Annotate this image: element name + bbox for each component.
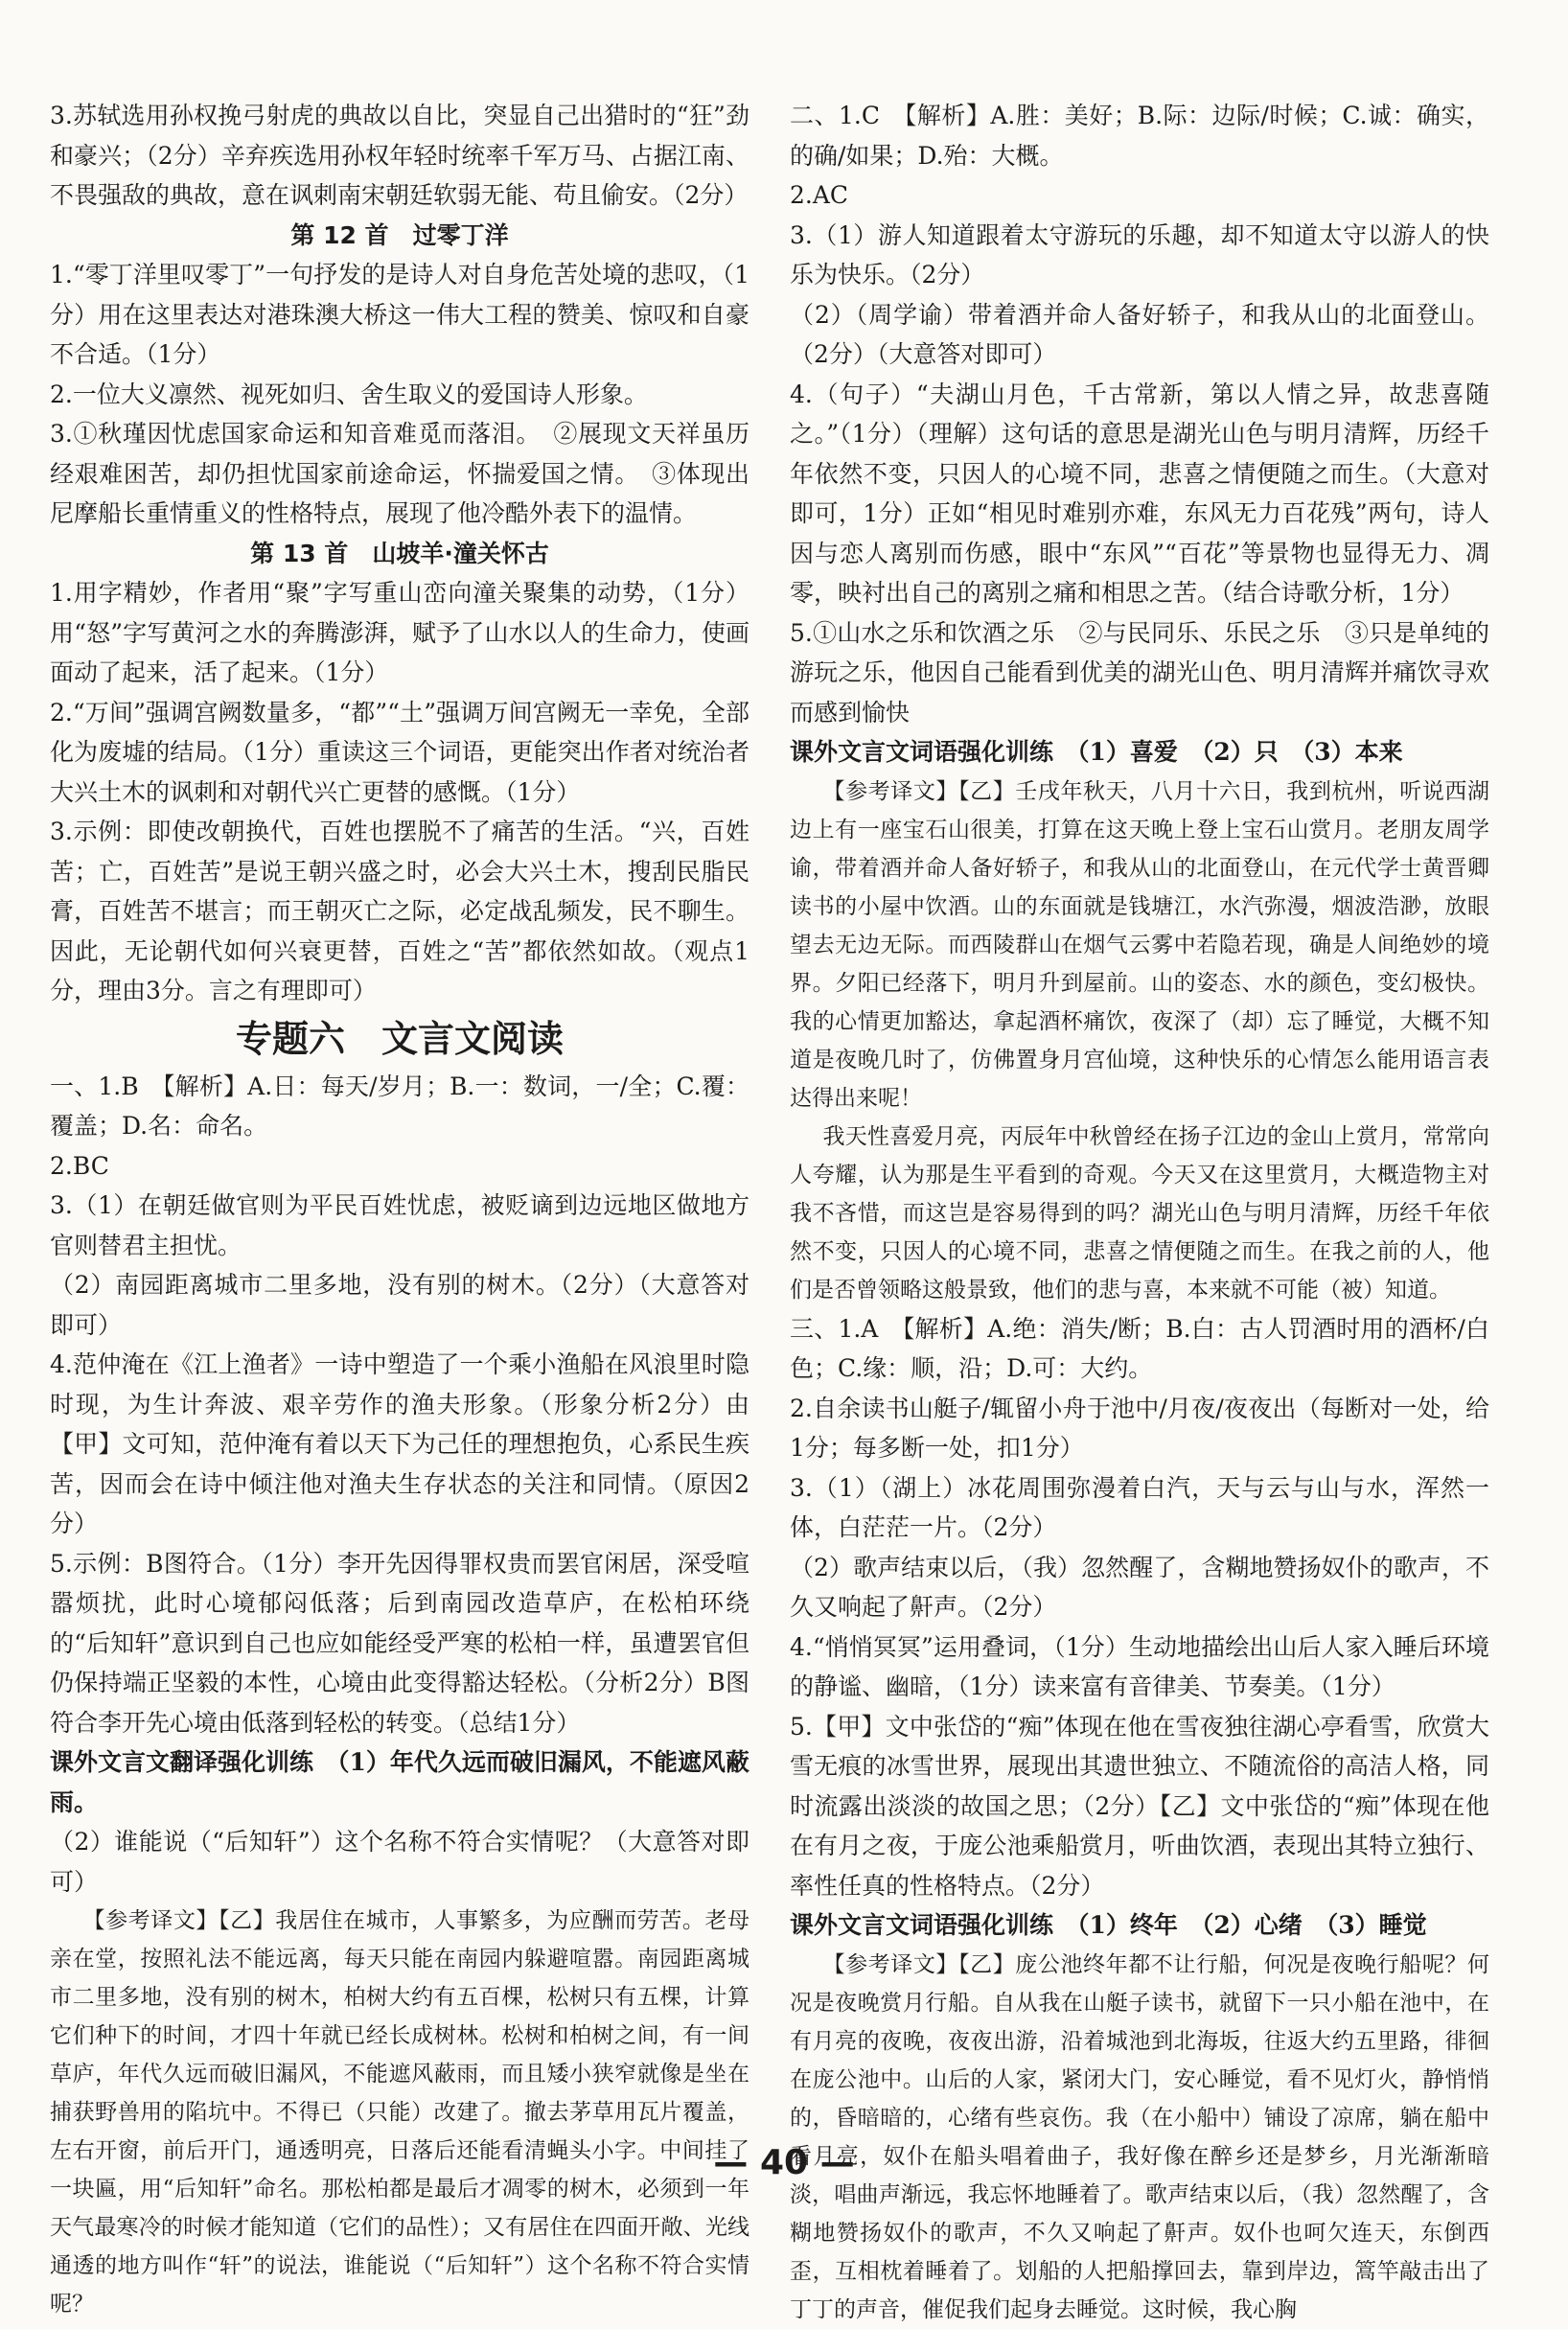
- vocab-training-2: 课外文言文词语强化训练 （1）喜爱 （2）只 （3）本来: [790, 738, 1403, 766]
- reference-translation-1: 【参考译文】【乙】我居住在城市，人事繁多，为应酬而劳苦。老母亲在堂，按照礼法不能远离，每天只能在南园内躲避喧嚣。南园距离城市二里多地，没有别的树木，柏树大约有五百棵，松树只有五棵，计算它们种下的时间，才四十年就已经长成树林。松树和柏树之间，有一间草庐，年代久远而破旧漏风，不能遮风蔽雨，而且矮小狭窄就像是坐在捕获野兽用的陷坑中。不得已（只能）改建了。撤去茅草用瓦片覆盖，左右开窗，前后开门，通透明亮，日落后还能看清蝇头小字。中间挂了一块匾，用“后知轩”命名。那松柏都是最后才凋零的树木，必须到一年天气最寒冷的时候才能知道（它们的品性）；又有居住在四面开敞、光线通透的地方叫作“轩”的说法，谁能说（“后知轩”）这个名称不符合实情呢？: [50, 1908, 749, 2317]
- answer-s1-5: 5.示例：B图符合。（1分）李开先因得罪权贵而罢官闲居，深受喧嚣烦扰，此时心境郁闷低落；后到南园改造草庐，在松柏环绕的“后知轩”意识到自己也应如能经受严寒的松柏一样，虽遭罢官但仍保持端正坚毅的本性，心境由此变得豁达轻松。（分析2分）B图符合李开先心境由低落到轻松的转变。（总结1分）: [50, 1549, 749, 1737]
- left-column: [50, 96, 749, 2317]
- poem-heading-12: 第 12 首 过零丁洋: [290, 220, 509, 249]
- topic-heading: 专题六 文言文阅读: [235, 1017, 564, 1060]
- answer-13-2: 2.“万间”强调宫阙数量多，“都”“土”强调万间宫阙无一幸免，全部化为废墟的结局。（1分）重读这三个词语，更能突出作者对统治者大兴土木的讽刺和对朝代兴亡更替的感慨。（1分）: [50, 698, 749, 806]
- answer-s2-1: 二、1.C 【解析】A.胜：美好；B.际：边际/时候；C.诚：确实，的确/如果；D.殆：大概。: [790, 102, 1489, 170]
- answer-12-3: 3.①秋瑾因忧虑国家命运和知音难觅而落泪。 ②展现文天祥虽历经艰难困苦，却仍担忧国家前途命运，怀揣爱国之情。 ③体现出尼摩船长重情重义的性格特点，展现了他冷酷外表下的温情。: [50, 420, 749, 527]
- answer-s2-2: 2.AC: [790, 181, 849, 209]
- reference-translation-3: 【参考译文】【乙】庞公池终年都不让行船，何况是夜晚行船呢？何况是夜晚赏月行船。自从我在山艇子读书，就留下一只小船在池中，在有月亮的夜晚，夜夜出游，沿着城池到北海坂，往返大约五里路，徘徊在庞公池中。山后的人家，紧闭大门，安心睡觉，看不见灯火，静悄悄的，昏暗暗的，心绪有些哀伤。我（在小船中）铺设了凉席，躺在船中看月亮，奴仆在船头唱着曲子，我好像在醉乡还是梦乡，月光渐渐暗淡，唱曲声渐远，我忘怀地睡着了。歌声结束以后，（我）忽然醒了，含糊地赞扬奴仆的歌声，不久又响起了鼾声。奴仆也呵欠连天，东倒西歪，互相枕着睡着了。划船的人把船撑回去，靠到岸边，篙竿敲击出了丁丁的声音，催促我们起身去睡觉。这时候，我心胸: [790, 1951, 1489, 2322]
- page-number: — 40 —: [713, 2143, 855, 2182]
- answer-12-2: 2.一位大义凛然、视死如归、舍生取义的爱国诗人形象。: [50, 380, 648, 408]
- vocab-training-3: 课外文言文词语强化训练 （1）终年 （2）心绪 （3）睡觉: [790, 1911, 1427, 1939]
- translation-training-1: 课外文言文翻译强化训练 （1）年代久远而破旧漏风，不能遮风蔽雨。: [50, 1748, 749, 1816]
- answer-q3: 3.苏轼选用孙权挽弓射虎的典故以自比，突显自己出猎时的“狂”劲和豪兴；（2分）辛弃疾选用孙权年轻时统率千军万马、占据江南、不畏强敌的典故，意在讽刺南宋朝廷软弱无能、苟且偷安。（2分）: [50, 102, 749, 209]
- answer-s3-3b: （2）歌声结束以后，（我）忽然醒了，含糊地赞扬奴仆的歌声，不久又响起了鼾声。（2分）: [790, 1553, 1489, 1621]
- right-column: [790, 96, 1489, 2322]
- answer-s3-5: 5.【甲】文中张岱的“痴”体现在他在雪夜独往湖心亭看雪，欣赏大雪无痕的冰雪世界，展现出其遗世独立、不随流俗的高洁人格，同时流露出淡淡的故国之思；（2分）【乙】文中张岱的“痴”体现在他在有月之夜，于庞公池乘船赏月，听曲饮酒，表现出其特立独行、率性任真的性格特点。（2分）: [790, 1712, 1489, 1900]
- answer-s3-2: 2.自余读书山艇子/辄留小舟于池中/月夜/夜夜出（每断对一处，给1分；每多断一处，扣1分）: [790, 1394, 1489, 1462]
- answer-12-1: 1.“零丁洋里叹零丁”一句抒发的是诗人对自身危苦处境的悲叹，（1分）用在这里表达对港珠澳大桥这一伟大工程的赞美、惊叹和自豪不合适。（1分）: [50, 261, 749, 368]
- answer-s2-3a: 3.（1）游人知道跟着太守游玩的乐趣，却不知道太守以游人的快乐为快乐。（2分）: [790, 220, 1489, 288]
- answer-s1-1: 一、1.B 【解析】A.日：每天/岁月；B.一：数词，一/全；C.覆：覆盖；D.名：命名。: [50, 1072, 749, 1140]
- answer-s1-3a: 3.（1）在朝廷做官则为平民百姓忧虑，被贬谪到边远地区做地方官则替君主担忧。: [50, 1191, 749, 1259]
- answer-s3-4: 4.“悄悄冥冥”运用叠词，（1分）生动地描绘出山后人家入睡后环境的静谧、幽暗，（1分）读来富有音律美、节奏美。（1分）: [790, 1632, 1489, 1700]
- reference-translation-2a: 【参考译文】【乙】壬戌年秋天，八月十六日，我到杭州，听说西湖边上有一座宝石山很美，打算在这天晚上登上宝石山赏月。老朋友周学谕，带着酒并命人备好轿子，和我从山的北面登山，在元代学士黄晋卿读书的小屋中饮酒。山的东面就是钱塘江，水汽弥漫，烟波浩渺，放眼望去无边无际。而西陵群山在烟气云雾中若隐若现，确是人间绝妙的境界。夕阳已经落下，明月升到屋前。山的姿态、水的颜色，变幻极快。我的心情更加豁达，拿起酒杯痛饮，夜深了（却）忘了睡觉，大概不知道是夜晚几时了，仿佛置身月宫仙境，这种快乐的心情怎么能用语言表达得出来呢！: [790, 778, 1489, 1111]
- answer-s1-2: 2.BC: [50, 1151, 109, 1180]
- answer-13-3: 3.示例：即使改朝换代，百姓也摆脱不了痛苦的生活。“兴，百姓苦；亡，百姓苦”是说王朝兴盛之时，必会大兴土木，搜刮民脂民膏，百姓苦不堪言；而王朝灭亡之际，必定战乱频发，民不聊生。因此，无论朝代如何兴衰更替，百姓之“苦”都依然如故。（观点1分，理由3分。言之有理即可）: [50, 818, 749, 1004]
- translation-training-1b: （2）谁能说（“后知轩”）这个名称不符合实情呢？（大意答对即可）: [50, 1828, 749, 1896]
- answer-13-1: 1.用字精妙，作者用“聚”字写重山峦向潼关聚集的动势，（1分）用“怒”字写黄河之水的奔腾澎湃，赋予了山水以人的生命力，使画面动了起来，活了起来。（1分）: [50, 579, 749, 686]
- poem-heading-13: 第 13 首 山坡羊·潼关怀古: [250, 539, 549, 567]
- answer-s2-3b: （2）（周学谕）带着酒并命人备好轿子，和我从山的北面登山。（2分）（大意答对即可）: [790, 300, 1489, 368]
- reference-translation-2b: 我天性喜爱月亮，丙辰年中秋曾经在扬子江边的金山上赏月，常常向人夸耀，认为那是生平看到的奇观。今天又在这里赏月，大概造物主对我不吝惜，而这岂是容易得到的吗？湖光山色与明月清辉，历经千年依然不变，只因人的心境不同，悲喜之情便随之而生。在我之前的人，他们是否曾领略这般景致，他们的悲与喜，本来就不可能（被）知道。: [790, 1123, 1489, 1303]
- answer-s1-4: 4.范仲淹在《江上渔者》一诗中塑造了一个乘小渔船在风浪里时隐时现，为生计奔波、艰辛劳作的渔夫形象。（形象分析2分）由【甲】文可知，范仲淹有着以天下为己任的理想抱负，心系民生疾苦，因而会在诗中倾注他对渔夫生存状态的关注和同情。（原因2分）: [50, 1350, 749, 1537]
- answer-s3-1: 三、1.A 【解析】A.绝：消失/断；B.白：古人罚酒时用的酒杯/白色；C.缘：顺，沿；D.可：大约。: [790, 1314, 1489, 1382]
- answer-s2-5: 5.①山水之乐和饮酒之乐 ②与民同乐、乐民之乐 ③只是单纯的游玩之乐，他因自己能看到优美的湖光山色、明月清辉并痛饮寻欢而感到愉快: [790, 618, 1489, 726]
- answer-s1-3b: （2）南园距离城市二里多地，没有别的树木。（2分）（大意答对即可）: [50, 1271, 749, 1339]
- answer-s2-4: 4.（句子）“夫湖山月色，千古常新，第以人情之异，故悲喜随之。”（1分）（理解）这句话的意思是湖光山色与明月清辉，历经千年依然不变，只因人的心境不同，悲喜之情便随之而生。（大意对即可，1分）正如“相见时难别亦难，东风无力百花残”两句，诗人因与恋人离别而伤感，眼中“东风”“百花”等景物也显得无力、凋零，映衬出自己的离别之痛和相思之苦。（结合诗歌分析，1分）: [790, 380, 1489, 607]
- answer-s3-3a: 3.（1）（湖上）冰花周围弥漫着白汽，天与云与山与水，浑然一体，白茫茫一片。（2分）: [790, 1473, 1489, 1541]
